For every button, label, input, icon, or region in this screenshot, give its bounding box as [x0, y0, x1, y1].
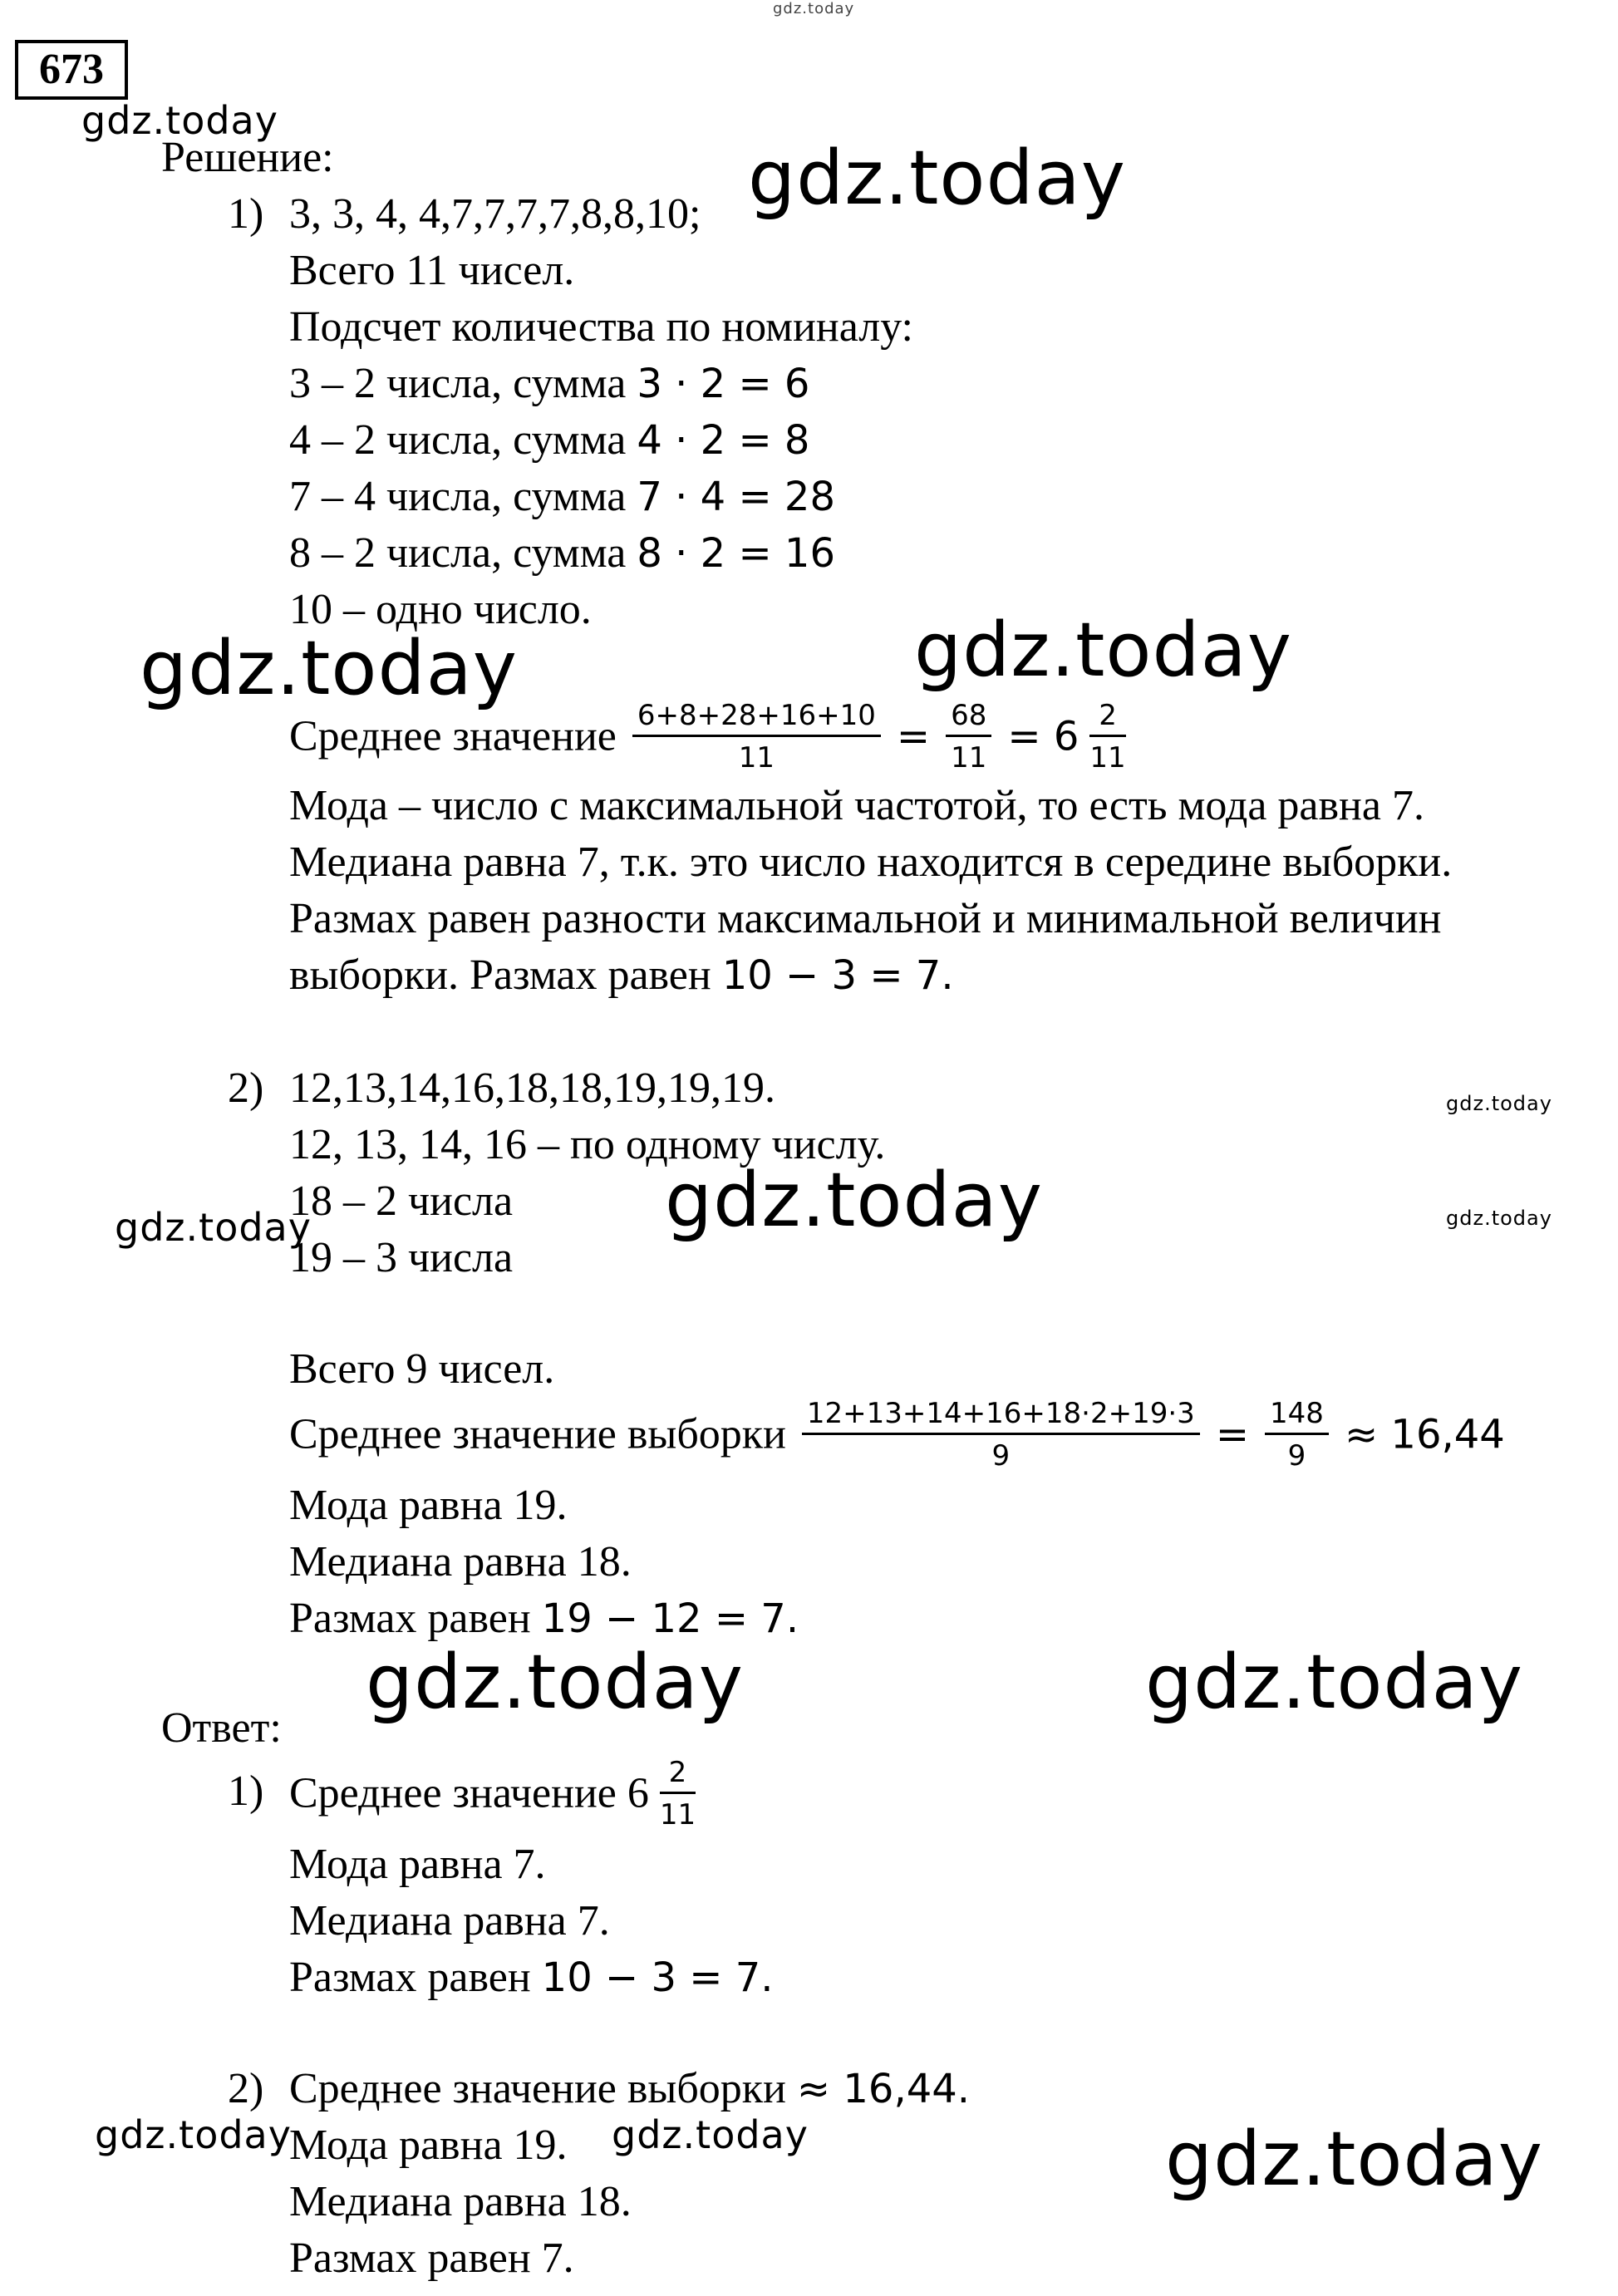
answer-part1-median: Медиана равна 7. — [289, 1897, 610, 1944]
row-math: 7 · 4 = 28 — [637, 474, 836, 520]
answer-part2-mean — [289, 2064, 970, 2114]
range-text: выборки. Размах равен — [289, 951, 711, 999]
row-text: 8 – 2 числа, сумма — [289, 529, 627, 577]
part1-sequence: 3, 3, 4, 4,7,7,7,7,8,8,10; — [289, 190, 701, 238]
solution-heading: Решение: — [161, 134, 334, 181]
approx-value: ≈ 16,44 — [1344, 1411, 1505, 1458]
part1-row-10: 10 – одно число. — [289, 586, 592, 633]
problem-number: 673 — [15, 40, 128, 100]
mean-fraction-1 — [632, 698, 881, 775]
row-text: 3 – 2 числа, сумма — [289, 360, 627, 407]
fraction-numerator: 2 — [1089, 698, 1125, 737]
fraction-denominator: 9 — [991, 1439, 1011, 1472]
answer-part1-range — [289, 1953, 774, 2003]
part1-count-heading: Подсчет количества по номиналу: — [289, 303, 913, 351]
fraction-denominator: 11 — [951, 741, 987, 774]
equals-sign: = — [896, 713, 931, 760]
fraction-numerator: 148 — [1265, 1396, 1329, 1435]
mean-label: Среднее значение 6 — [289, 1769, 649, 1817]
part1-median: Медиана равна 7, т.к. это число находится в середине выборки. — [289, 838, 1453, 886]
mean-fraction-3 — [1089, 698, 1125, 775]
part2-sequence: 12,13,14,16,18,18,19,19,19. — [289, 1064, 775, 1112]
watermark-7: gdz.today — [115, 1205, 312, 1250]
part1-row-4 — [289, 415, 809, 465]
answer-part1-mode: Мода равна 7. — [289, 1841, 546, 1888]
mean-math: ≈ 16,44. — [796, 2066, 971, 2112]
fraction-numerator: 2 — [660, 1755, 696, 1794]
part2-mode: Мода равна 19. — [289, 1482, 568, 1529]
part2-index: 2) — [228, 1064, 264, 1112]
range-math: 10 − 3 = 7. — [541, 1954, 774, 2001]
row-math: 8 · 2 = 16 — [637, 530, 836, 577]
answer-part2-mode: Мода равна 19. — [289, 2121, 568, 2169]
part2-mean — [289, 1396, 1505, 1473]
row-text: 7 – 4 числа, сумма — [289, 473, 627, 520]
mean-fraction-1 — [802, 1396, 1200, 1473]
answer-heading: Ответ: — [161, 1704, 282, 1752]
equals-sign: = — [1215, 1411, 1250, 1458]
part1-row-7 — [289, 472, 835, 522]
mean-fraction-2 — [1265, 1396, 1329, 1473]
part1-mode: Мода – число с максимальной частотой, то есть мода равна 7. — [289, 782, 1424, 829]
watermark-2: gdz.today — [140, 625, 519, 712]
fraction-denominator: 11 — [659, 1798, 696, 1831]
range-math: 10 − 3 = 7. — [721, 952, 954, 999]
range-text: Размах равен — [289, 1954, 531, 2001]
part2-total: Всего 9 чисел. — [289, 1345, 555, 1393]
part2-range — [289, 1594, 799, 1644]
watermark-10: gdz.today — [95, 2112, 292, 2157]
watermark-3: gdz.today — [914, 607, 1293, 694]
answer-part2-median: Медиана равна 18. — [289, 2178, 632, 2225]
part1-row-3 — [289, 359, 809, 409]
mean-label: Среднее значение выборки — [289, 1410, 786, 1458]
part2-row-19: 19 – 3 числа — [289, 1234, 514, 1281]
row-math: 4 · 2 = 8 — [637, 417, 810, 464]
row-math: 3 · 2 = 6 — [637, 361, 810, 407]
fraction-numerator: 12+13+14+16+18·2+19·3 — [802, 1396, 1200, 1435]
range-math: 19 − 12 = 7. — [541, 1595, 799, 1642]
watermark-6: gdz.today — [1446, 1207, 1552, 1230]
fraction-denominator: 11 — [1089, 741, 1126, 774]
watermark-12: gdz.today — [1165, 2116, 1544, 2203]
fraction-denominator: 11 — [738, 741, 775, 774]
range-text: Размах равен — [289, 1595, 531, 1642]
watermark-1: gdz.today — [748, 135, 1127, 222]
part2-row-18: 18 – 2 числа — [289, 1177, 514, 1225]
part1-range-2 — [289, 951, 954, 1001]
mean-fraction-2 — [946, 698, 991, 775]
part2-single: 12, 13, 14, 16 – по одному числу. — [289, 1121, 886, 1168]
watermark-11: gdz.today — [612, 2112, 809, 2157]
equals-whole: = 6 — [1007, 713, 1079, 760]
watermark-5: gdz.today — [665, 1157, 1044, 1244]
watermark-8: gdz.today — [366, 1639, 745, 1726]
answer-part1-mean — [289, 1755, 701, 1832]
watermark-4: gdz.today — [1446, 1092, 1552, 1115]
watermark-header: gdz.today — [81, 98, 278, 143]
watermark-9: gdz.today — [1145, 1639, 1524, 1726]
fraction-numerator: 6+8+28+16+10 — [632, 698, 881, 737]
fraction-denominator: 9 — [1287, 1439, 1306, 1472]
part1-row-8 — [289, 529, 835, 578]
part1-mean — [289, 698, 1131, 775]
watermark-top: gdz.today — [773, 0, 855, 17]
part2-median: Медиана равна 18. — [289, 1538, 632, 1586]
answer-part2-range: Размах равен 7. — [289, 2235, 574, 2282]
answer-part2-index: 2) — [228, 2065, 264, 2112]
fraction-numerator: 68 — [946, 698, 991, 737]
answer-part1-index: 1) — [228, 1767, 264, 1815]
part1-total: Всего 11 чисел. — [289, 247, 575, 294]
row-text: 4 – 2 числа, сумма — [289, 416, 627, 464]
mean-fraction — [660, 1755, 696, 1832]
part1-index: 1) — [228, 190, 264, 238]
part1-range-1: Размах равен разности максимальной и минимальной величин — [289, 895, 1442, 942]
mean-label: Среднее значение выборки — [289, 2065, 786, 2112]
mean-label: Среднее значение — [289, 712, 617, 760]
